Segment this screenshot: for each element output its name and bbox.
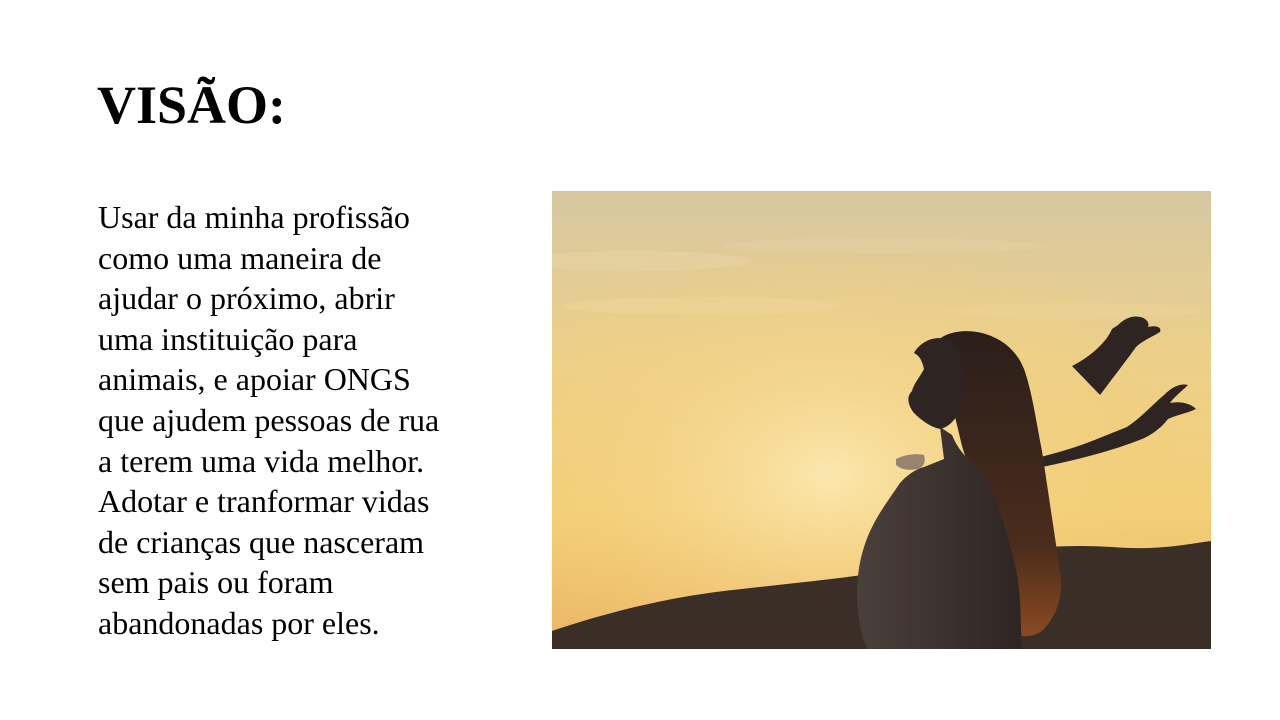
vision-text-line: Usar da minha profissão [98,199,410,235]
vision-text-line: de crianças que nasceram [98,523,425,560]
vision-text-line: sem pais ou foram [98,564,334,601]
sunset-woman-illustration [552,191,1211,649]
vision-text-line: uma instituição para [98,320,358,357]
cloud-streak [722,238,1042,254]
face-profile [908,338,964,429]
slide-title: VISÃO: [97,75,287,135]
vision-text-line: como uma maneira de [98,239,382,276]
vision-text [98,197,528,644]
vision-text-line: abandonadas por eles. [98,604,380,641]
cloud-streak [942,303,1202,319]
vision-text-line: ajudar o próximo, abrir [98,280,395,317]
vision-text-line: Adotar e tranformar vidas [98,483,430,520]
vision-text-line: a terem uma vida melhor. [98,442,425,479]
sunset-woman-photo [552,191,1211,649]
vision-text-line: animais, e apoiar ONGS [98,361,411,398]
vision-text-line: que ajudem pessoas de rua [98,401,440,438]
cloud-streak [562,297,842,315]
